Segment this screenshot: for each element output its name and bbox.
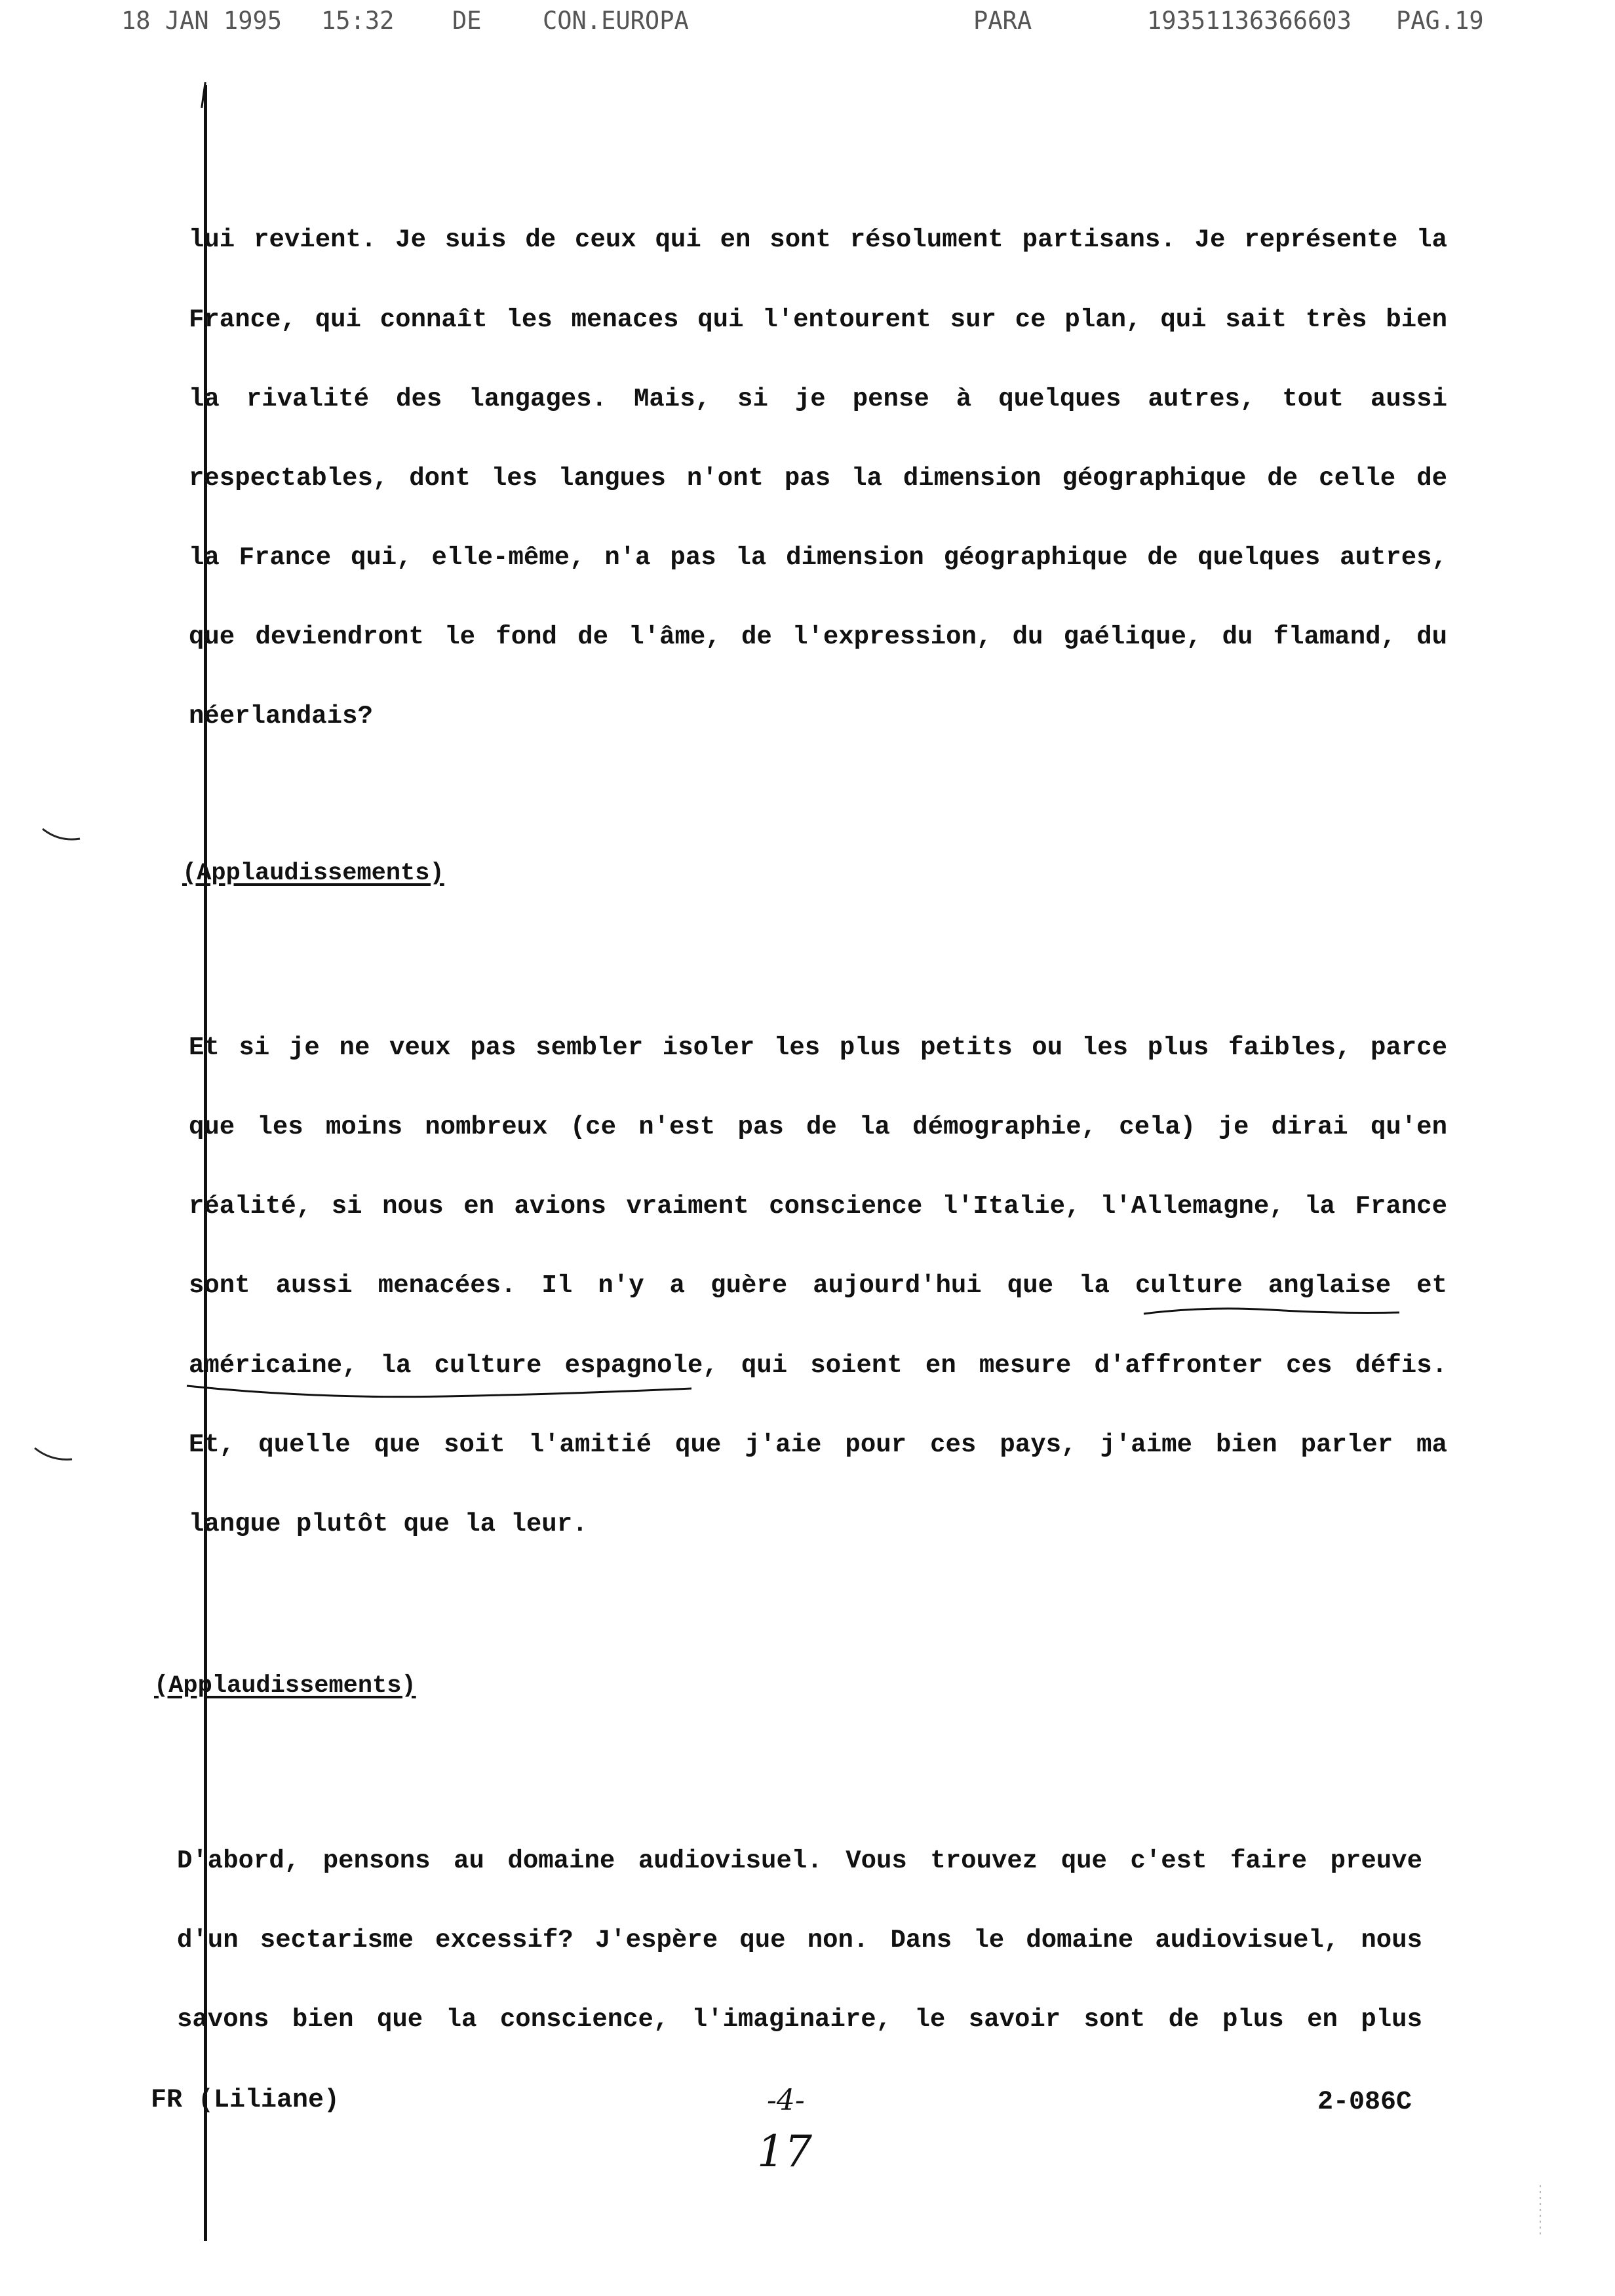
text-line: que les moins nombreux (ce n'est pas de la démographie, cela) je dirai qu'en bbox=[189, 1113, 1447, 1141]
page-mark: -4- bbox=[767, 2084, 805, 2117]
text-line: néerlandais? bbox=[189, 702, 373, 731]
text-line: langue plutôt que la leur. bbox=[189, 1510, 588, 1539]
margin-mark bbox=[39, 826, 85, 845]
text-line: France, qui connaît les menaces qui l'entourent sur ce plan, qui sait très bien bbox=[189, 305, 1447, 334]
handwritten-underline bbox=[1140, 1301, 1403, 1327]
text-line: Et, quelle que soit l'amitié que j'aie pour ces pays, j'aime bien parler ma bbox=[189, 1430, 1447, 1459]
applause-heading: (Applaudissements) bbox=[154, 1672, 416, 1700]
text-line: D'abord, pensons au domaine audiovisuel. Vous trouvez que c'est faire preuve bbox=[177, 1846, 1422, 1875]
fax-from-label: DE bbox=[452, 7, 482, 35]
text-line: réalité, si nous en avions vraiment conscience l'Italie, l'Allemagne, la France bbox=[189, 1192, 1447, 1221]
fax-page: PAG.19 bbox=[1396, 7, 1484, 35]
document-code: 2-086C bbox=[1317, 2088, 1412, 2117]
speaker-label: FR (Liliane) bbox=[151, 2086, 340, 2115]
fax-time: 15:32 bbox=[321, 7, 395, 35]
fax-from: CON.EUROPA bbox=[543, 7, 689, 35]
applause-heading: (Applaudissements) bbox=[182, 860, 444, 887]
text-line: Et si je ne veux pas sembler isoler les plus petits ou les plus faibles, parce bbox=[189, 1033, 1447, 1062]
handwritten-underline bbox=[184, 1379, 695, 1406]
fax-number: 19351136366603 bbox=[1147, 7, 1352, 35]
fax-to-label: PARA bbox=[973, 7, 1032, 35]
text-line: américaine, la culture espagnole, qui soient en mesure d'affronter ces défis. bbox=[189, 1351, 1447, 1380]
text-line: lui revient. Je suis de ceux qui en sont résolument partisans. Je représente la bbox=[189, 225, 1447, 254]
handwritten-page-number: 17 bbox=[757, 2126, 812, 2177]
margin-mark bbox=[31, 1445, 77, 1464]
text-line: sont aussi menacées. Il n'y a guère aujourd'hui que la culture anglaise et bbox=[189, 1271, 1447, 1300]
text-line: la France qui, elle-même, n'a pas la dimension géographique de quelques autres, bbox=[189, 543, 1447, 572]
scan-noise-mark bbox=[1527, 2182, 1553, 2241]
fax-date: 18 JAN 1995 bbox=[121, 7, 282, 35]
text-line: d'un sectarisme excessif? J'espère que non. Dans le domaine audiovisuel, nous bbox=[177, 1926, 1422, 1955]
text-line: respectables, dont les langues n'ont pas la dimension géographique de celle de bbox=[189, 464, 1447, 493]
text-line: savons bien que la conscience, l'imaginaire, le savoir sont de plus en plus bbox=[177, 2005, 1422, 2034]
text-line: que deviendront le fond de l'âme, de l'expression, du gaélique, du flamand, du bbox=[189, 622, 1447, 651]
text-line: la rivalité des langages. Mais, si je pense à quelques autres, tout aussi bbox=[189, 385, 1447, 413]
fax-header bbox=[0, 0, 1615, 46]
